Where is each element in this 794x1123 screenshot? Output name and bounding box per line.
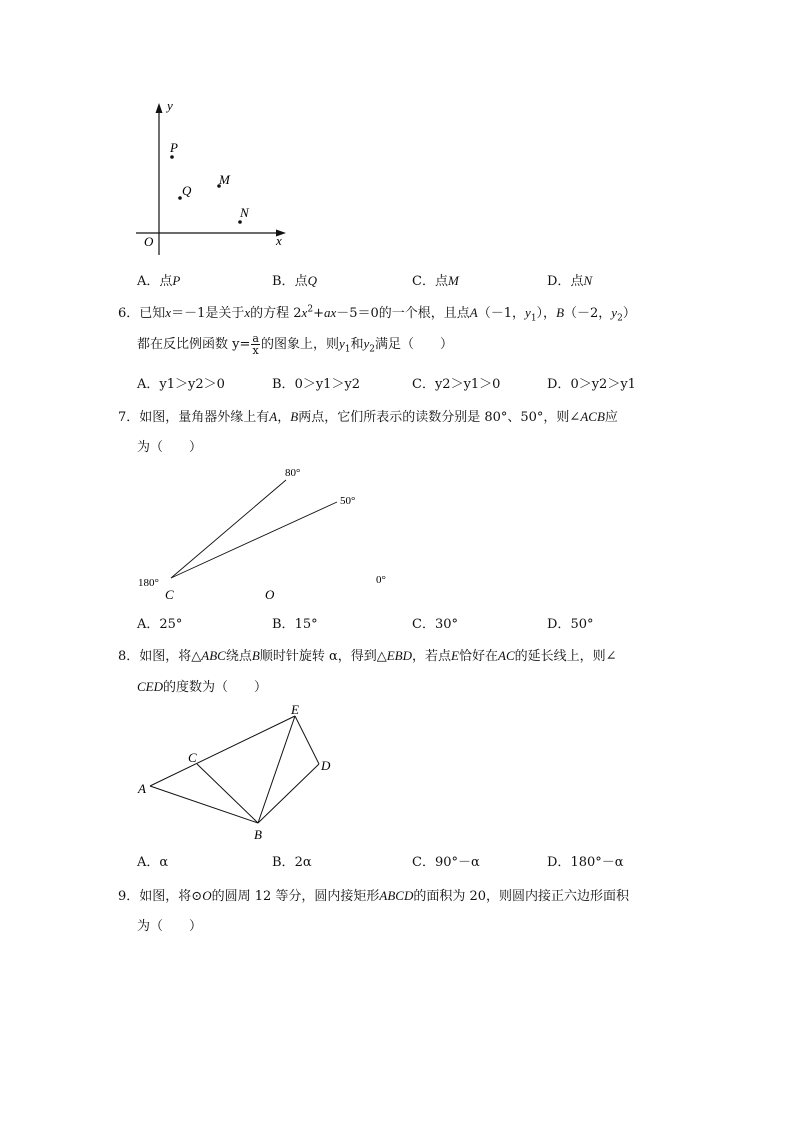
q6-text: 都在反比例函数 y= (137, 337, 251, 352)
option-text: 50° (570, 617, 594, 632)
point-a-label: A (138, 781, 146, 796)
subscript: 2 (617, 313, 623, 324)
q6-option-b[interactable] (272, 373, 360, 392)
subscript: 2 (369, 344, 375, 355)
q6-text: 和 (350, 337, 364, 352)
var-y1: y (338, 336, 345, 351)
point-b: B (556, 305, 565, 320)
origin-label: O (144, 234, 154, 249)
point-n (238, 220, 242, 224)
angle-acb: ACB (580, 409, 605, 424)
label-50-deg: 50° (340, 495, 356, 507)
var-y1: y (525, 305, 531, 320)
q8-text: 如图，将△ (139, 649, 202, 664)
option-text: 0＞y1＞y2 (294, 377, 361, 392)
option-text: 180°－α (570, 855, 624, 870)
var-x: x (165, 305, 172, 320)
option-letter: A． (137, 617, 160, 632)
point-m-label: M (219, 172, 230, 187)
point-p-label: P (170, 140, 178, 155)
option-text: 15° (294, 617, 318, 632)
q9-text: 的圆周 12 等分，圆内接矩形 (211, 889, 380, 904)
option-letter: B． (272, 377, 295, 392)
rotation-figure (130, 700, 340, 845)
q8-text: ，若点 (412, 649, 452, 664)
q8-option-c[interactable] (412, 851, 480, 870)
q9-text: 的面积为 20，则圆内接正六边形面积 (413, 889, 630, 904)
option-prefix: 点 (570, 274, 584, 289)
option-letter: A． (137, 274, 160, 289)
question-number: 8． (118, 649, 140, 664)
point-b: B (290, 409, 299, 424)
protractor-figure (130, 460, 410, 610)
q6-line-1 (118, 302, 636, 324)
triangle-abc: ABC (201, 648, 226, 663)
q7-text: 应 (604, 410, 618, 425)
q6-text: 已知 (139, 306, 166, 321)
y-axis-label: y (167, 98, 173, 113)
q7-option-d[interactable] (547, 613, 593, 632)
q9-line-2 (137, 915, 202, 934)
coordinate-figure (130, 95, 300, 255)
q5-option-d[interactable] (547, 270, 592, 289)
var-x: x (301, 305, 308, 320)
point-a: A (269, 409, 278, 424)
option-letter: D． (547, 274, 571, 289)
q8-option-a[interactable] (137, 851, 168, 870)
point-o-label: O (265, 587, 275, 602)
x-axis-label: x (276, 233, 282, 248)
q8-option-b[interactable] (272, 851, 312, 870)
option-text: α (159, 855, 169, 870)
q7-option-c[interactable] (412, 613, 458, 632)
option-letter: A． (137, 377, 160, 392)
exponent: 2 (307, 304, 314, 315)
option-letter: B． (272, 617, 295, 632)
q6-text: 满足（ ） (375, 337, 454, 352)
q6-option-d[interactable] (547, 373, 636, 392)
option-letter: C． (412, 377, 435, 392)
segment-ae (150, 716, 295, 786)
option-value: Q (307, 273, 317, 288)
triangle-ebd: EBD (386, 648, 413, 663)
q6-option-a[interactable] (137, 373, 225, 392)
segment-cb (197, 764, 258, 823)
point-q-label: Q (182, 183, 192, 198)
option-text: 25° (159, 617, 183, 632)
q5-option-c[interactable] (412, 270, 459, 289)
q8-text: 绕点 (225, 649, 252, 664)
option-letter: C． (412, 855, 435, 870)
q7-text: 两点，它们所表示的读数分别是 80°、50°，则∠ (298, 410, 581, 425)
q6-line-2 (137, 333, 453, 356)
option-value: M (447, 273, 459, 288)
segment-ab (150, 786, 258, 823)
point-e: E (451, 648, 459, 663)
q7-text: ， (277, 410, 291, 425)
option-text: 90°－α (434, 855, 480, 870)
fraction-denominator: x (252, 344, 259, 357)
point-b-label: B (254, 827, 262, 842)
q7-option-a[interactable] (137, 613, 182, 632)
question-number: 9． (118, 889, 140, 904)
segment-db (258, 764, 319, 823)
option-prefix: 点 (434, 274, 448, 289)
option-letter: B． (272, 855, 295, 870)
fraction-a-over-x (251, 333, 260, 356)
option-letter: C． (412, 274, 435, 289)
option-text: 2α (294, 855, 312, 870)
q6-text: ＝－1是关于 (171, 306, 245, 321)
label-0-deg: 0° (376, 574, 386, 586)
q6-text: 的方程 2 (250, 306, 302, 321)
point-a: A (469, 305, 478, 320)
option-text: 0＞y2＞y1 (570, 377, 636, 392)
segment-eb (258, 716, 295, 823)
subscript: 1 (530, 313, 537, 324)
point-n-label: N (240, 205, 249, 220)
q9-line-1 (118, 885, 629, 904)
segment-ac: AC (498, 648, 515, 663)
question-number: 7． (118, 410, 140, 425)
q8-option-d[interactable] (547, 851, 624, 870)
point-p (170, 155, 174, 159)
q6-text: （－1， (477, 306, 526, 321)
var-y2: y (611, 305, 618, 320)
q8-text: 的度数为（ ） (163, 680, 268, 695)
q5-option-b[interactable] (272, 270, 317, 289)
label-80-deg: 80° (285, 467, 301, 479)
option-value: P (172, 273, 181, 288)
label-180-deg: 180° (138, 577, 159, 589)
option-prefix: 点 (294, 274, 308, 289)
q9-text: 为（ ） (137, 919, 203, 934)
q9-text: 如图，将⊙ (139, 889, 203, 904)
point-c-label: C (165, 587, 174, 602)
point-e-label: E (291, 702, 299, 717)
question-number: 6． (118, 306, 140, 321)
option-letter: C． (412, 617, 435, 632)
q8-text: 顺时针旋转 α，得到△ (259, 649, 387, 664)
q6-text: －5＝0的一个根，且点 (336, 306, 470, 321)
q6-text: ） (622, 306, 636, 321)
point-d-label: D (321, 758, 331, 773)
option-value: N (583, 273, 593, 288)
option-text: 30° (434, 617, 458, 632)
q7-line-1 (118, 406, 618, 425)
q6-option-c[interactable] (412, 373, 500, 392)
q8-text: 的延长线上，则∠ (514, 649, 617, 664)
q8-line-1 (118, 645, 617, 664)
var-x: x (244, 305, 251, 320)
q6-text: + (313, 306, 324, 321)
q7-text: 如图，量角器外缘上有 (139, 410, 270, 425)
var-y2: y (363, 336, 370, 351)
subscript: 1 (344, 344, 351, 355)
option-letter: B． (272, 274, 295, 289)
option-text: y2＞y1＞0 (434, 377, 501, 392)
angle-ced: CED (137, 679, 163, 694)
q8-text: 恰好在 (458, 649, 498, 664)
option-letter: A． (137, 855, 160, 870)
option-letter: D． (547, 617, 571, 632)
fraction-numerator: a (252, 332, 259, 345)
circle-o: O (202, 888, 212, 903)
option-letter: D． (547, 855, 571, 870)
option-prefix: 点 (159, 274, 173, 289)
q7-option-b[interactable] (272, 613, 318, 632)
option-letter: D． (547, 377, 571, 392)
q5-option-a[interactable] (137, 270, 180, 289)
q7-text: 为（ ） (137, 440, 203, 455)
q6-text: 的图象上，则 (260, 337, 339, 352)
q7-line-2 (137, 436, 202, 455)
segment-ed (295, 716, 319, 764)
rectangle-abcd: ABCD (379, 888, 414, 903)
point-c-label: C (188, 750, 197, 765)
y-axis-arrow-icon (156, 103, 163, 113)
point-b: B (251, 648, 260, 663)
var-ax: ax (323, 305, 337, 320)
q8-line-2 (137, 676, 267, 695)
ray-cb (171, 502, 337, 578)
option-text: y1＞y2＞0 (159, 377, 225, 392)
ray-ca (171, 480, 286, 578)
q6-text: ）， (536, 306, 557, 321)
q6-text: （－2， (564, 306, 612, 321)
